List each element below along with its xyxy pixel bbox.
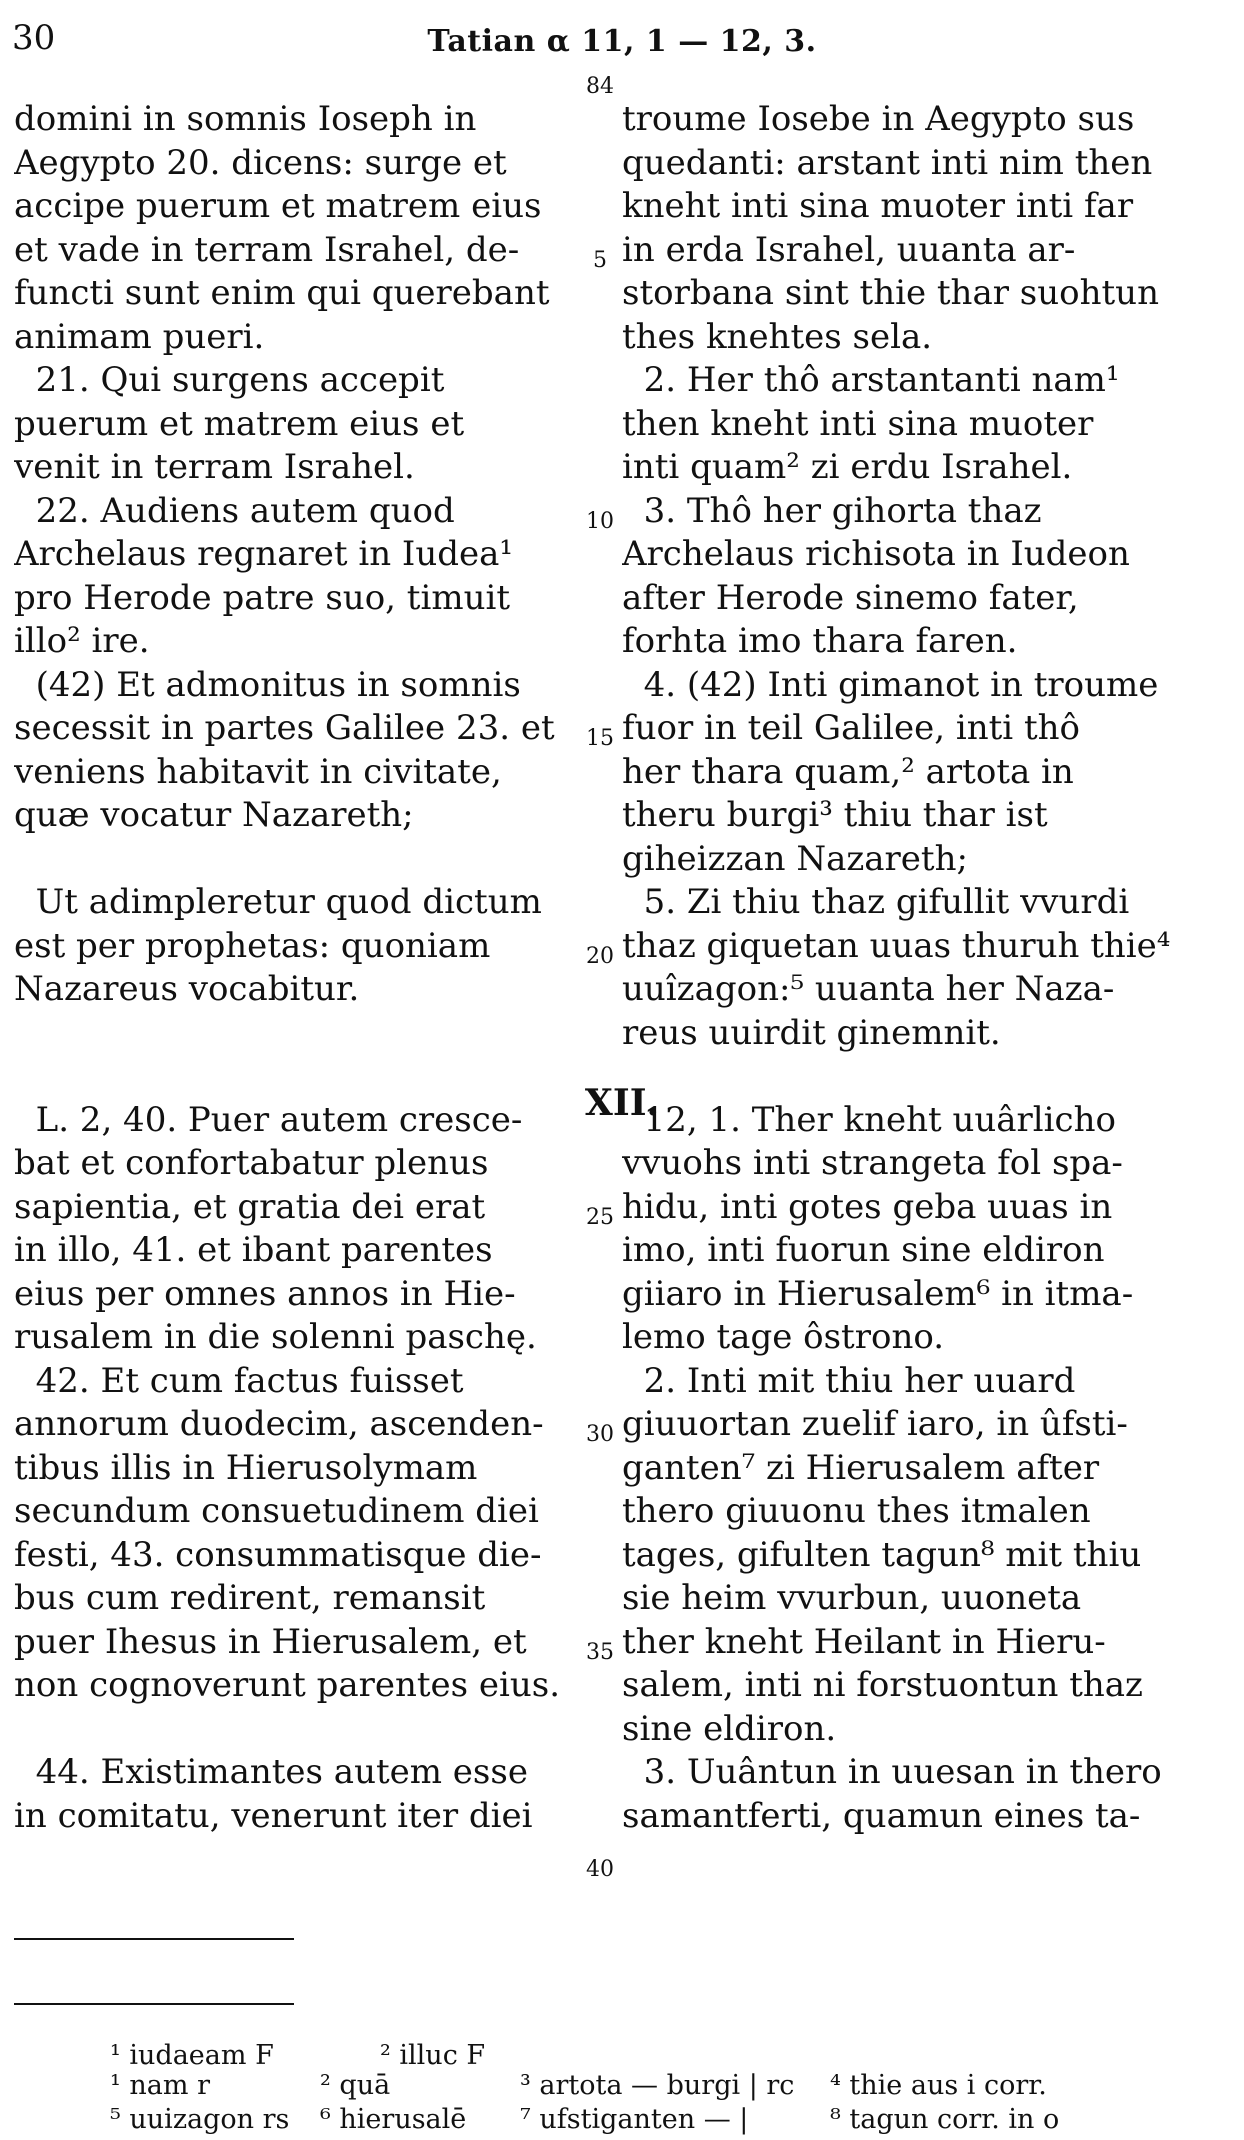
text-line: accipe puerum et matrem eius: [14, 186, 542, 226]
text-line: thes knehtes sela.: [622, 316, 933, 357]
footnote: ² illuc F: [380, 2040, 486, 2071]
text-line: veniens habitavit in civitate,: [14, 751, 502, 792]
text-line: puerum et matrem eius et: [14, 403, 465, 444]
line-number: 40: [586, 1857, 614, 1882]
text-line: uuîzagon:⁵ uuanta her Naza-: [622, 969, 1115, 1009]
text-line: 21. Qui surgens accepit: [14, 360, 445, 400]
line-number: 5: [593, 248, 607, 273]
footnote: ² quā: [320, 2070, 391, 2101]
line-number: 15: [586, 726, 614, 751]
text-line: est per prophetas: quoniam: [14, 925, 491, 966]
text-line: Archelaus regnaret in Iudea¹: [14, 534, 514, 574]
text-line: vvuohs inti strangeta fol spa-: [622, 1143, 1123, 1183]
text-line: forhta imo thara faren.: [622, 621, 1018, 661]
text-line: kneht inti sina muoter inti far: [622, 186, 1134, 226]
text-line: 44. Existimantes autem esse: [14, 1752, 528, 1792]
footnote: ³ artota — burgi | rc: [520, 2070, 795, 2101]
text-line: venit in terram Israhel.: [14, 447, 415, 487]
text-line: festi, 43. consummatisque die-: [14, 1534, 542, 1575]
text-line: her thara quam,² artota in: [622, 751, 1074, 792]
text-line: in erda Israhel, uuanta ar-: [622, 229, 1076, 270]
text-line: 2. Inti mit thiu her uuard: [622, 1360, 1076, 1401]
footnote: ¹ nam r: [110, 2070, 210, 2101]
text-line: 42. Et cum factus fuisset: [14, 1360, 464, 1401]
text-line: rusalem in die solenni paschę.: [14, 1317, 537, 1357]
text-line: bus cum redirent, remansit: [14, 1578, 486, 1618]
text-line: quæ vocatur Nazareth;: [14, 795, 414, 835]
footnote: ¹ iudaeam F: [110, 2040, 274, 2071]
text-line: 5. Zi thiu thaz gifullit vvurdi: [622, 882, 1130, 922]
page-number: 30: [12, 18, 56, 58]
text-line: lemo tage ôstrono.: [622, 1317, 945, 1357]
line-number: 84: [586, 74, 614, 99]
text-line: quedanti: arstant inti nim then: [622, 142, 1153, 183]
text-line: (42) Et admonitus in somnis: [14, 664, 521, 705]
text-line: tages, gifulten tagun⁸ mit thiu: [622, 1534, 1142, 1575]
text-line: 12, 1. Ther kneht uuârlicho: [622, 1099, 1116, 1140]
text-line: et vade in terram Israhel, de-: [14, 229, 520, 270]
text-line: reus uuirdit ginemnit.: [622, 1012, 1001, 1053]
latin-column: [14, 98, 574, 1838]
text-line: hidu, inti gotes geba uuas in: [622, 1186, 1113, 1227]
text-line: after Herode sinemo fater,: [622, 577, 1079, 618]
text-line: bat et confortabatur plenus: [14, 1143, 489, 1183]
text-line: L. 2, 40. Puer autem cresce-: [14, 1099, 523, 1140]
footnote: ⁷ ufstiganten — |: [520, 2104, 749, 2135]
text-line: in comitatu, venerunt iter diei: [14, 1795, 533, 1836]
text-line: secundum consuetudinem diei: [14, 1491, 539, 1531]
text-line: inti quam² zi erdu Israhel.: [622, 447, 1073, 487]
text-line: secessit in partes Galilee 23. et: [14, 708, 555, 748]
footnote-rule-ohg: [14, 2003, 294, 2005]
text-line: [14, 1012, 574, 1056]
text-line: ganten⁷ zi Hierusalem after: [622, 1447, 1100, 1488]
text-line: theru burgi³ thiu thar ist: [622, 795, 1048, 835]
text-line: ther kneht Heilant in Hieru-: [622, 1621, 1106, 1662]
text-line: Archelaus richisota in Iudeon: [622, 534, 1130, 574]
text-line: Aegypto 20. dicens: surge et: [14, 142, 507, 183]
text-line: [14, 838, 574, 882]
text-line: Ut adimpleretur quod dictum: [14, 882, 542, 922]
text-line: giuuortan zuelif iaro, in ûfsti-: [622, 1404, 1128, 1444]
text-line: then kneht inti sina muoter: [622, 403, 1094, 444]
text-line: annorum duodecim, ascenden-: [14, 1404, 544, 1444]
text-line: giiaro in Hierusalem⁶ in itma-: [622, 1273, 1134, 1314]
text-line: illo² ire.: [14, 621, 150, 661]
text-line: 22. Audiens autem quod: [14, 490, 455, 531]
text-line: tibus illis in Hierusolymam: [14, 1447, 478, 1488]
footnote: ⁴ thie aus i corr.: [830, 2070, 1047, 2101]
line-number: 20: [586, 944, 614, 969]
text-line: fuor in teil Galilee, inti thô: [622, 708, 1080, 748]
text-line: in illo, 41. et ibant parentes: [14, 1230, 493, 1270]
text-line: giheizzan Nazareth;: [622, 838, 968, 879]
line-number: 35: [586, 1640, 614, 1665]
footnote: ⁶ hierusalē: [320, 2104, 467, 2135]
text-line: imo, inti fuorun sine eldiron: [622, 1230, 1105, 1270]
line-number: 30: [586, 1422, 614, 1447]
text-line: samantferti, quamun eines ta-: [622, 1795, 1141, 1836]
text-line: functi sunt enim qui querebant: [14, 273, 550, 313]
section-heading: XII.: [584, 1082, 660, 1124]
text-line: 3. Uuântun in uuesan in thero: [622, 1752, 1162, 1792]
running-head: Tatian α 11, 1 — 12, 3.: [427, 24, 817, 59]
text-line: troume Iosebe in Aegypto sus: [622, 99, 1135, 139]
text-line: 3. Thô her gihorta thaz: [622, 490, 1042, 531]
footnote-rule-latin: [14, 1938, 294, 1940]
text-line: thaz giquetan uuas thuruh thie⁴: [622, 925, 1171, 966]
text-line: [14, 1708, 574, 1752]
text-line: salem, inti ni forstuontun thaz: [622, 1665, 1143, 1705]
text-line: non cognoverunt parentes eius.: [14, 1665, 561, 1705]
text-line: 2. Her thô arstantanti nam¹: [622, 360, 1120, 400]
text-line: puer Ihesus in Hierusalem, et: [14, 1621, 527, 1662]
text-line: sapientia, et gratia dei erat: [14, 1186, 486, 1227]
text-line: domini in somnis Ioseph in: [14, 99, 477, 139]
line-number: 10: [586, 509, 614, 534]
text-line: sine eldiron.: [622, 1708, 837, 1749]
text-line: pro Herode patre suo, timuit: [14, 577, 511, 618]
text-line: storbana sint thie thar suohtun: [622, 273, 1159, 313]
line-number: 25: [586, 1205, 614, 1230]
text-line: thero giuuonu thes itmalen: [622, 1491, 1091, 1531]
old-high-german-column: [622, 98, 1178, 1838]
text-line: Nazareus vocabitur.: [14, 969, 360, 1009]
footnote: ⁵ uuizagon rs: [110, 2104, 290, 2135]
page-header: [0, 18, 1244, 62]
text-line: animam pueri.: [14, 316, 265, 357]
text-line: sie heim vvurbun, uuoneta: [622, 1578, 1082, 1618]
text-line: 4. (42) Inti gimanot in troume: [622, 664, 1159, 705]
footnote: ⁸ tagun corr. in o: [830, 2104, 1060, 2135]
text-line: eius per omnes annos in Hie-: [14, 1273, 516, 1314]
